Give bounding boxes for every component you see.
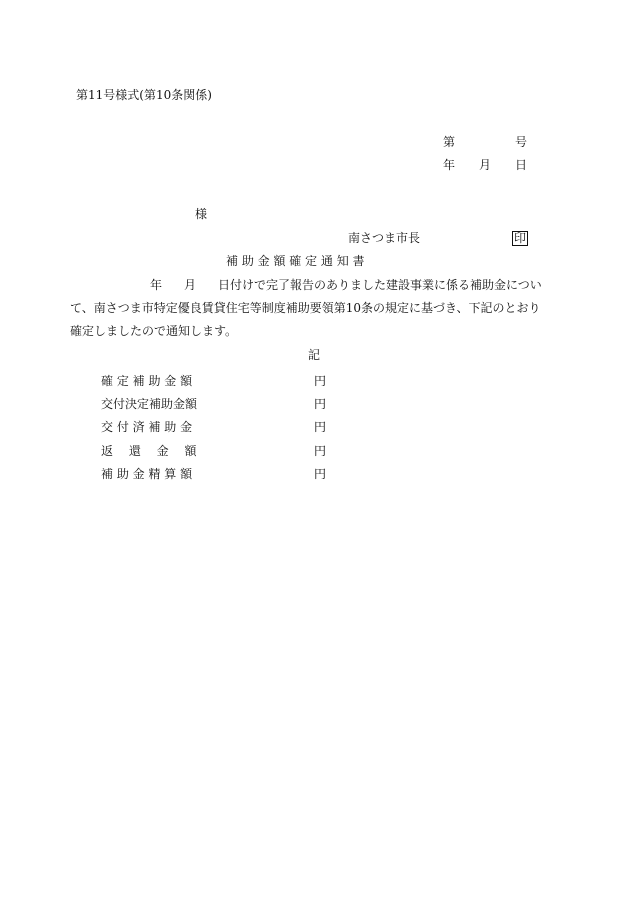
amount-label: 返 還 金 額 (101, 444, 197, 458)
date-year: 年 (443, 158, 456, 172)
amount-label: 交付決定補助金額 (101, 397, 198, 411)
yen-unit: 円 (314, 467, 327, 481)
amount-row-confirmed (101, 372, 341, 386)
date-month: 月 (479, 158, 492, 172)
yen-unit: 円 (314, 374, 327, 388)
body-line-1 (84, 274, 554, 297)
number-suffix: 号 (515, 135, 528, 149)
yen-unit: 円 (314, 444, 327, 458)
issuer-name: 南さつま市長 (348, 231, 421, 245)
yen-unit: 円 (314, 397, 327, 411)
form-label: 第11号様式(第10条関係) (76, 88, 212, 102)
amount-label: 交 付 済 補 助 金 (101, 420, 193, 434)
number-prefix: 第 (443, 135, 456, 149)
body-line-3: 確定しましたので通知します。 (70, 324, 238, 338)
yen-unit: 円 (314, 420, 327, 434)
addressee-suffix: 様 (195, 207, 208, 221)
seal-label: 印 (514, 231, 527, 245)
body-month: 月 (184, 278, 197, 292)
amount-label: 確 定 補 助 金 額 (101, 374, 193, 388)
document-title: 補 助 金 額 確 定 通 知 書 (226, 254, 365, 268)
date-day: 日 (515, 158, 528, 172)
amount-row-refund (101, 442, 341, 456)
body-paragraph (70, 274, 554, 343)
ki-heading: 記 (308, 348, 321, 362)
amount-label: 補 助 金 精 算 額 (101, 467, 193, 481)
seal-mark (512, 231, 528, 246)
amount-row-settlement (101, 465, 341, 479)
body-line-2: て、南さつま市特定優良賃貸住宅等制度補助要領第10条の規定に基づき、下記のとおり (70, 301, 541, 315)
body-text-1: 日付けで完了報告のありました建設事業に係る補助金につい (218, 278, 542, 292)
amount-row-paid (101, 418, 341, 432)
amount-row-decided (101, 395, 341, 409)
body-year: 年 (150, 278, 163, 292)
